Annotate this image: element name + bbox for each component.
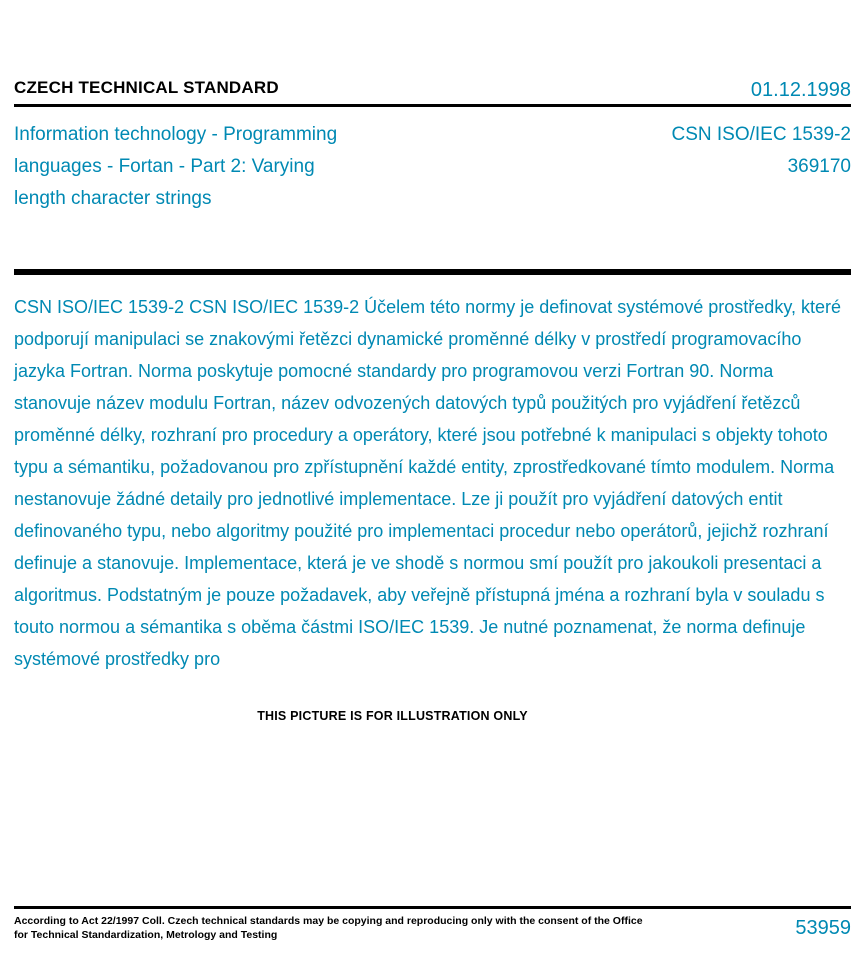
standard-number: 369170 bbox=[787, 156, 851, 177]
publication-date: 01.12.1998 bbox=[750, 79, 851, 101]
title-block bbox=[14, 107, 851, 269]
title-line-3: length character strings bbox=[14, 188, 212, 209]
abstract-section bbox=[14, 275, 851, 675]
document-footer bbox=[14, 906, 851, 954]
document-header bbox=[14, 62, 851, 104]
copyright-notice-line-2: for Technical Standardization, Metrology and Testing bbox=[14, 929, 278, 941]
document-page bbox=[0, 62, 865, 976]
standard-designation: CSN ISO/IEC 1539-2 bbox=[671, 124, 851, 145]
title-line-1: Information technology - Programming bbox=[14, 124, 338, 145]
standard-type-label: CZECH TECHNICAL STANDARD bbox=[14, 78, 279, 97]
standard-identifiers bbox=[671, 119, 851, 183]
copyright-notice-line-1: According to Act 22/1997 Coll. Czech technical standards may be copying and reproducing only with the consent of the Office bbox=[14, 915, 643, 927]
copyright-notice bbox=[14, 914, 654, 942]
abstract-text: CSN ISO/IEC 1539-2 CSN ISO/IEC 1539-2 Účelem této normy je definovat systémové prostředky, které podporují manipulaci se znakovými řetězci dynamické proměnné délky v prostředí programovacího jazyka Fortran. Norma poskytuje pomocné standardy pro programovou verzi Fortran 90. Norma stanovuje název modulu Fortran, název odvozených datových typů použitých pro vyjádření řetězců proměnné délky, rozhraní pro procedury a operátory, které jsou potřebné k manipulaci s objekty tohoto typu a sémantiku, požadovanou pro zpřístupnění každé entity, zprostředkované tímto modulem. Norma nestanovuje žádné detaily pro jednotlivé implementace. Lze ji použít pro vyjádření datových entit definovaného typu, nebo algoritmy použité pro implementaci procedur nebo operátorů, jejichž rozhraní definuje a stanovuje. Implementace, která je ve shodě s normou smí použít pro jakoukoli presentaci a algoritmus. Podstatným je pouze požadavek, aby veřejně přístupná jména a rozhraní byla v souladu s touto normou a sémantika s oběma částmi ISO/IEC 1539. Je nutné poznamenat, že norma definuje systémové prostředky pro bbox=[14, 297, 841, 669]
illustration-note: THIS PICTURE IS FOR ILLUSTRATION ONLY bbox=[257, 709, 528, 723]
document-number: 53959 bbox=[795, 917, 851, 939]
title-line-2: languages - Fortan - Part 2: Varying bbox=[14, 156, 315, 177]
document-title bbox=[14, 119, 534, 215]
